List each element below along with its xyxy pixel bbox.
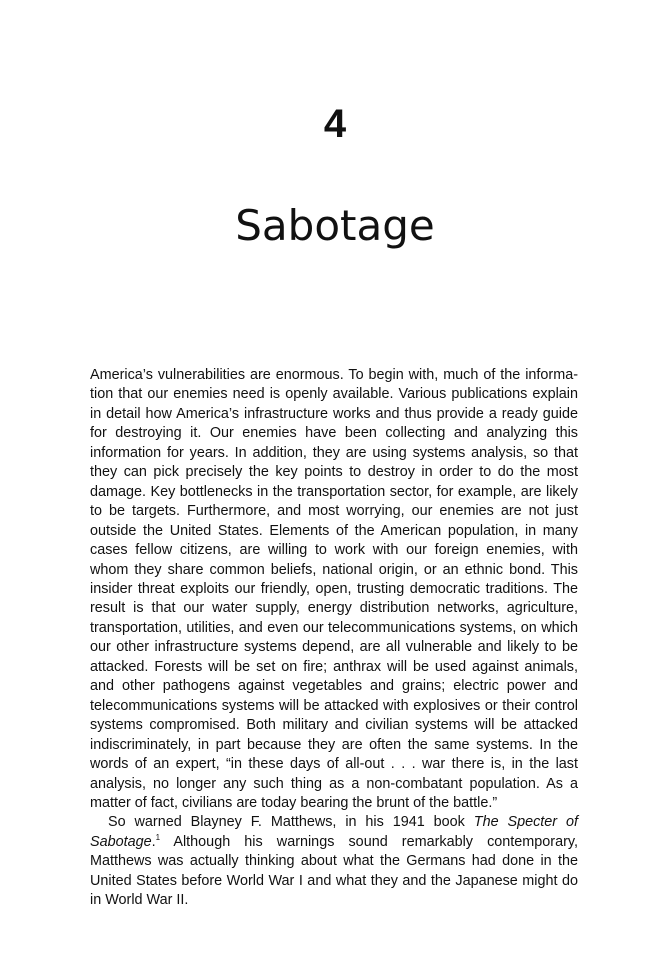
footnote-ref-1[interactable]: 1 <box>155 833 161 843</box>
paragraph-2 <box>90 813 578 910</box>
paragraph-1: America’s vulnerabilities are enormous. To begin with, much of the information that our enemies need is openly available. Various publications explain in detail how America’s infrastructure works and thus provide a ready guide for destroying it. Our enemies have been collecting and analyzing this information for years. In addition, they are using systems analysis, so that they can pick precisely the key points to destroy in order to do the most damage. Key bottlenecks in the transportation sector, for example, are likely to be targets. Furthermore, and most worrying, our enemies are not just outside the United States. Elements of the American population, in many cases fellow citizens, are willing to work with our foreign enemies, with whom they share common beliefs, national origin, or an ethnic bond. This insider threat exploits our friendly, open, trusting democratic traditions. The result is that our water supply, energy distribution networks, agriculture, transportation, utilities, and even our telecommunications systems, on which our other infrastructure systems depend, are all vulnerable and likely to be attacked. Forests will be set on fire; anthrax will be used against animals, and other pathogens against vegetables and grains; electric power and telecommunications systems will be attacked with explosives or their control systems compromised. Both military and civilian systems will be attacked indiscriminately, in part because they are often the same systems. In the words of an expert, “in these days of all-out . . . war there is, in the last analysis, no longer any such thing as a non-combatant population. As a matter of fact, civilians are today bearing the brunt of the battle.” <box>90 367 578 811</box>
paragraph-2-start: So warned Blayney F. Matthews, in his 1941 book <box>108 814 474 831</box>
paragraph-2-period: . <box>151 833 156 850</box>
chapter-body <box>90 366 578 911</box>
paragraph-2-rest: Although his warnings sound remarkably contemporary, Matthews was actually thinking about what the Germans had done in the United States before World War I and what they and the Japanese might do in World War II. <box>90 833 578 909</box>
chapter-number: 4 <box>323 102 347 146</box>
chapter-title: Sabotage <box>235 201 435 250</box>
book-title: The Specter of Sabotage <box>90 814 578 850</box>
